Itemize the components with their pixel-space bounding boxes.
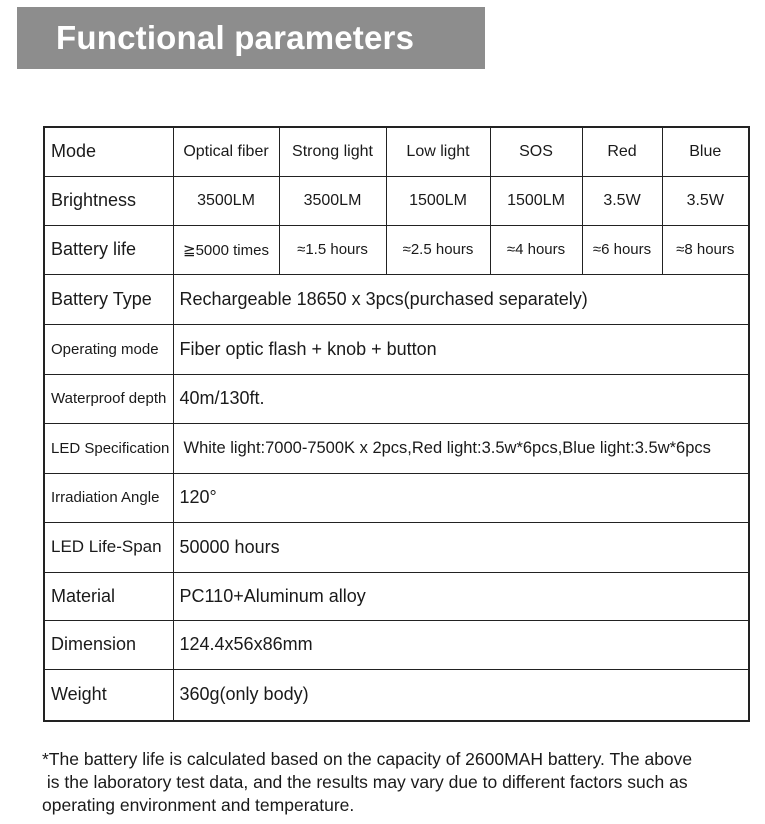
table-row-brightness xyxy=(44,176,749,225)
table-row-dimension xyxy=(44,620,749,669)
mode-cell: Blue xyxy=(662,127,749,176)
row-label-battery-type: Battery Type xyxy=(44,274,173,324)
table-row-led-life-span xyxy=(44,522,749,572)
mode-cell: Strong light xyxy=(279,127,386,176)
row-label-irradiation-angle: Irradiation Angle xyxy=(44,473,173,522)
weight-value: 360g(only body) xyxy=(173,669,749,721)
row-label-battery-life: Battery life xyxy=(44,225,173,274)
brightness-cell: 3500LM xyxy=(279,176,386,225)
table-row-led-specification xyxy=(44,423,749,473)
mode-cell: Low light xyxy=(386,127,490,176)
battery-life-cell: ≈1.5 hours xyxy=(279,225,386,274)
table-row-operating-mode xyxy=(44,324,749,374)
row-label-operating-mode: Operating mode xyxy=(44,324,173,374)
row-label-weight: Weight xyxy=(44,669,173,721)
material-value: PC110+Aluminum alloy xyxy=(173,572,749,620)
row-label-dimension: Dimension xyxy=(44,620,173,669)
row-label-material: Material xyxy=(44,572,173,620)
parameters-table xyxy=(43,126,750,722)
footnote-line: operating environment and temperature. xyxy=(42,795,355,815)
brightness-cell: 1500LM xyxy=(490,176,582,225)
battery-life-cell: ≧5000 times xyxy=(173,225,279,274)
battery-type-value: Rechargeable 18650 x 3pcs(purchased separately) xyxy=(173,274,749,324)
row-label-mode: Mode xyxy=(44,127,173,176)
brightness-cell: 1500LM xyxy=(386,176,490,225)
footnote-line: *The battery life is calculated based on the capacity of 2600MAH battery. The above xyxy=(42,749,693,769)
battery-life-cell: ≈4 hours xyxy=(490,225,582,274)
table-row-mode xyxy=(44,127,749,176)
battery-life-cell: ≈6 hours xyxy=(582,225,662,274)
table-row-material xyxy=(44,572,749,620)
brightness-cell: 3.5W xyxy=(662,176,749,225)
brightness-cell: 3.5W xyxy=(582,176,662,225)
led-life-span-value: 50000 hours xyxy=(173,522,749,572)
table-row-waterproof-depth xyxy=(44,374,749,423)
operating-mode-value: Fiber optic flash + knob + button xyxy=(173,324,749,374)
led-specification-value: White light:7000-7500K x 2pcs,Red light:3.5w*6pcs,Blue light:3.5w*6pcs xyxy=(173,423,749,473)
table-row-irradiation-angle xyxy=(44,473,749,522)
waterproof-depth-value: 40m/130ft. xyxy=(173,374,749,423)
dimension-value: 124.4x56x86mm xyxy=(173,620,749,669)
row-label-brightness: Brightness xyxy=(44,176,173,225)
mode-cell: SOS xyxy=(490,127,582,176)
battery-life-cell: ≈8 hours xyxy=(662,225,749,274)
page-title: Functional parameters xyxy=(56,19,415,56)
table-row-battery-life xyxy=(44,225,749,274)
row-label-led-specification: LED Specification xyxy=(44,423,173,473)
footnote-line: is the laboratory test data, and the results may vary due to different factors such as xyxy=(42,772,688,792)
battery-footnote xyxy=(42,748,754,817)
irradiation-angle-value: 120° xyxy=(173,473,749,522)
row-label-waterproof-depth: Waterproof depth xyxy=(44,374,173,423)
battery-life-cell: ≈2.5 hours xyxy=(386,225,490,274)
table-row-weight xyxy=(44,669,749,721)
mode-cell: Red xyxy=(582,127,662,176)
title-banner xyxy=(17,7,485,69)
mode-cell: Optical fiber xyxy=(173,127,279,176)
table-row-battery-type xyxy=(44,274,749,324)
row-label-led-life-span: LED Life-Span xyxy=(44,522,173,572)
brightness-cell: 3500LM xyxy=(173,176,279,225)
